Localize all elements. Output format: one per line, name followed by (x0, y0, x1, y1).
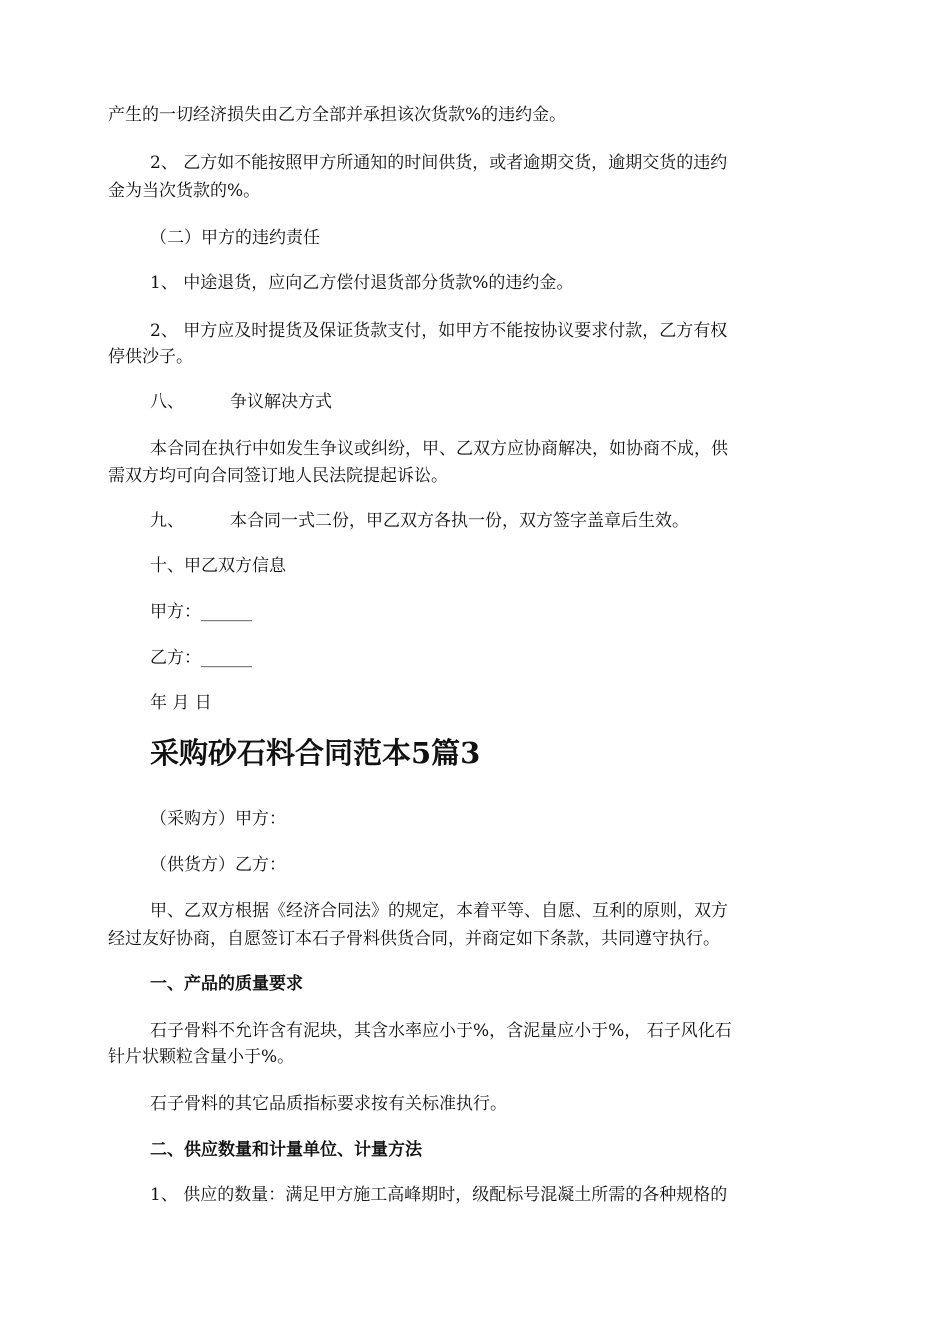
section-title: 争议解决方式 (230, 392, 332, 412)
section-heading-2: 二、供应数量和计量单位、计量方法 (150, 1140, 422, 1160)
section-heading-8 (150, 391, 843, 413)
section-number: 八、 (150, 392, 184, 412)
paragraph-line: 甲、乙双方根据《经济合同法》的规定，本着平等、自愿、互利的原则，双方 (150, 901, 728, 921)
paragraph-line: 需双方均可向合同签订地人民法院提起诉讼。 (108, 466, 448, 486)
paragraph-line: 本合同在执行中如发生争议或纠纷，甲、乙双方应协商解决，如协商不成，供 (150, 439, 728, 459)
document-title: 采购砂石料合同范本5篇3 (150, 736, 481, 770)
paragraph-line: 石子骨料的其它品质指标要求按有关标准执行。 (150, 1094, 507, 1114)
section-heading-10: 十、甲乙双方信息 (150, 556, 286, 576)
party-a-field: 甲方：______ (150, 602, 252, 622)
section-9 (150, 510, 843, 532)
section-heading-1: 一、产品的质量要求 (150, 974, 303, 994)
section-text: 本合同一式二份，甲乙双方各执一份，双方签字盖章后生效。 (230, 511, 689, 531)
paragraph-line: 针片状颗粒含量小于%。 (108, 1047, 295, 1067)
date-line: 年 月 日 (150, 693, 212, 713)
paragraph-line: 产生的一切经济损失由乙方全部并承担该次货款%的违约金。 (108, 105, 567, 125)
supplier-line: （供货方）乙方： (150, 855, 286, 875)
paragraph-line: 经过友好协商，自愿签订本石子骨料供货合同，并商定如下条款，共同遵守执行。 (108, 929, 720, 949)
section-number: 九、 (150, 511, 184, 531)
party-b-field: 乙方：______ (150, 648, 252, 668)
paragraph-line: 石子骨料不允许含有泥块，其含水率应小于%，含泥量应小于%， 石子风化石 (150, 1021, 732, 1041)
paragraph-line: 1、 中途退货，应向乙方偿付退货部分货款%的违约金。 (150, 273, 574, 293)
paragraph-line: 金为当次货款的%。 (108, 181, 261, 201)
paragraph-line: 1、 供应的数量：满足甲方施工高峰期时，级配标号混凝土所需的各种规格的 (150, 1185, 728, 1205)
paragraph-line: 2、 乙方如不能按照甲方所通知的时间供货，或者逾期交货，逾期交货的违约 (150, 153, 728, 173)
buyer-line: （采购方）甲方： (150, 809, 286, 829)
paragraph-line: 2、 甲方应及时提货及保证货款支付，如甲方不能按协议要求付款，乙方有权 (150, 321, 728, 341)
paragraph-line: 停供沙子。 (108, 347, 193, 367)
subsection-heading: （二）甲方的违约责任 (150, 228, 320, 248)
